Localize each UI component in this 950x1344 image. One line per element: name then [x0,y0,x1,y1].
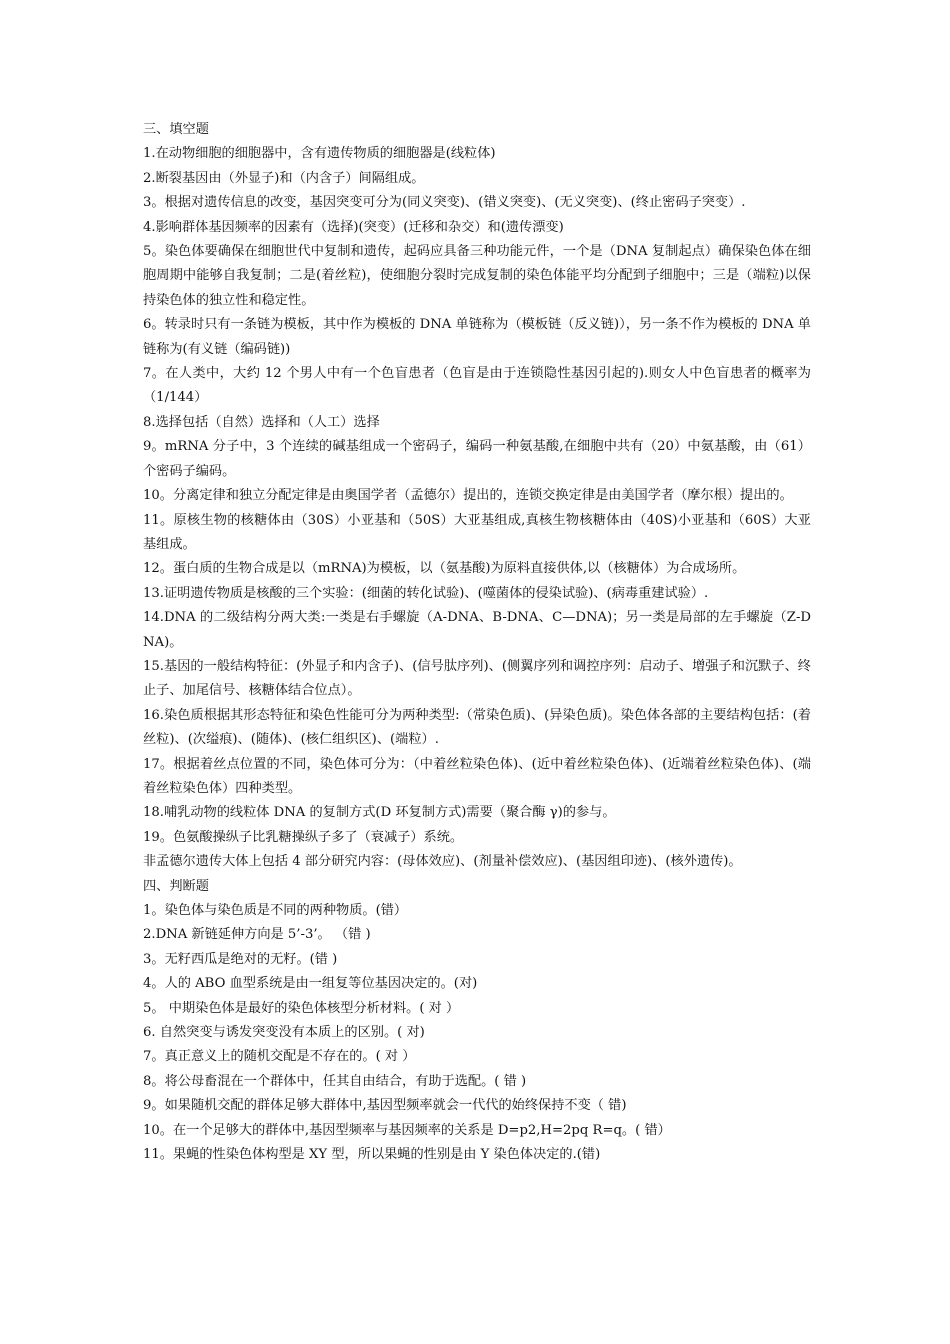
fill-item: 18.哺乳动物的线粒体 DNA 的复制方式(D 环复制方式)需要（聚合酶 γ)的参与。 [143,805,616,821]
fill-item: 非孟德尔遗传大体上包括 4 部分研究内容：(母体效应)、(剂量补偿效应)、(基因组印迹)、(核外遗传)。 [143,854,742,870]
judge-item: 10。在一个足够大的群体中,基因型频率与基因频率的关系是 D=p2,H=2pq R=q。( 错） [143,1122,671,1138]
fill-item: 5。染色体要确保在细胞世代中复制和遗传，起码应具备三种功能元件，一个是（DNA 复制起点）确保染色体在细胞周期中能够自我复制；二是(着丝粒)，使细胞分裂时完成复制的染色体能平均分配到子细胞中；三是（端粒)以保持染色体的独立性和稳定性。 [143,244,811,308]
fill-item: 17。根据着丝点位置的不同，染色体可分为：（中着丝粒染色体)、(近中着丝粒染色体)、(近端着丝粒染色体)、(端着丝粒染色体）四种类型。 [143,756,811,796]
judge-item: 2.DNA 新链延伸方向是 5’-3’。 （错 ) [143,927,371,943]
fill-item: 3。根据对遗传信息的改变，基因突变可分为(同义突变)、(错义突变)、(无义突变)、(终止密码子突变）. [143,195,746,211]
fill-item: 4.影响群体基因频率的因素有（选择)(突变）(迁移和杂交）和(遗传漂变) [143,219,564,235]
judge-item: 4。人的 ABO 血型系统是由一组复等位基因决定的。(对) [143,976,478,992]
judge-item: 1。染色体与染色质是不同的两种物质。(错） [143,903,408,918]
fill-item: 7。在人类中，大约 12 个男人中有一个色盲患者（色盲是由于连锁隐性基因引起的).则女人中色盲患者的概率为（1/144） [143,366,811,406]
judge-item: 9。如果随机交配的群体足够大群体中,基因型频率就会一代代的始终保持不变（ 错) [143,1098,627,1114]
fill-item: 12。蛋白质的生物合成是以（mRNA)为模板，以（氨基酸)为原料直接供体,以（核糖体）为合成场所。 [143,561,746,577]
judge-item: 5。 中期染色体是最好的染色体核型分析材料。( 对 ） [143,1000,460,1016]
fill-item: 14.DNA 的二级结构分两大类:一类是右手螺旋（A-DNA、B-DNA、C—DNA)；另一类是局部的左手螺旋（Z-DNA)。 [143,610,811,650]
document-page [143,118,811,1167]
judge-item: 11。果蝇的性染色体构型是 XY 型，所以果蝇的性别是由 Y 染色体决定的.(错) [143,1147,601,1163]
judge-section-heading: 四、判断题 [143,878,209,894]
fill-item: 1.在动物细胞的细胞器中，含有遗传物质的细胞器是(线粒体) [143,146,496,162]
judge-item: 8。将公母畜混在一个群体中，任其自由结合，有助于选配。( 错 ) [143,1073,527,1089]
fill-item: 6。转录时只有一条链为模板，其中作为模板的 DNA 单链称为（模板链（反义链)），另一条不作为模板的 DNA 单链称为(有义链（编码链)) [143,317,811,357]
fill-item: 2.断裂基因由（外显子)和（内含子）间隔组成。 [143,170,425,186]
fill-item: 11。原核生物的核糖体由（30S）小亚基和（50S）大亚基组成,真核生物核糖体由（40S)小亚基和（60S）大亚基组成。 [143,512,811,552]
judge-item: 3。无籽西瓜是绝对的无籽。(错 ) [143,951,338,967]
fill-item: 13.证明遗传物质是核酸的三个实验：(细菌的转化试验)、(噬菌体的侵染试验)、(病毒重建试验）. [143,585,709,601]
fill-item: 16.染色质根据其形态特征和染色性能可分为两种类型:（常染色质)、(异染色质)。染色体各部的主要结构包括：(着丝粒)、(次缢痕)、(随体)、(核仁组织区)、(端粒）. [143,707,811,748]
fill-item: 9。mRNA 分子中，3 个连续的碱基组成一个密码子，编码一种氨基酸,在细胞中共有（20）中氨基酸，由（61）个密码子编码。 [143,439,811,479]
fill-item: 8.选择包括（自然）选择和（人工）选择 [143,414,380,430]
fill-item: 10。分离定律和独立分配定律是由奥国学者（孟德尔）提出的，连锁交换定律是由美国学者（摩尔根）提出的。 [143,488,793,504]
fill-item: 19。色氨酸操纵子比乳糖操纵子多了（衰减子）系统。 [143,829,464,845]
judge-item: 7。真正意义上的随机交配是不存在的。( 对 ） [143,1049,416,1065]
fill-section-heading: 三、填空题 [143,122,209,137]
fill-item: 15.基因的一般结构特征：(外显子和内含子)、(信号肽序列)、(侧翼序列和调控序列：启动子、增强子和沉默子、终止子、加尾信号、核糖体结合位点）。 [143,658,811,699]
judge-item: 6. 自然突变与诱发突变没有本质上的区别。( 对) [143,1025,425,1041]
